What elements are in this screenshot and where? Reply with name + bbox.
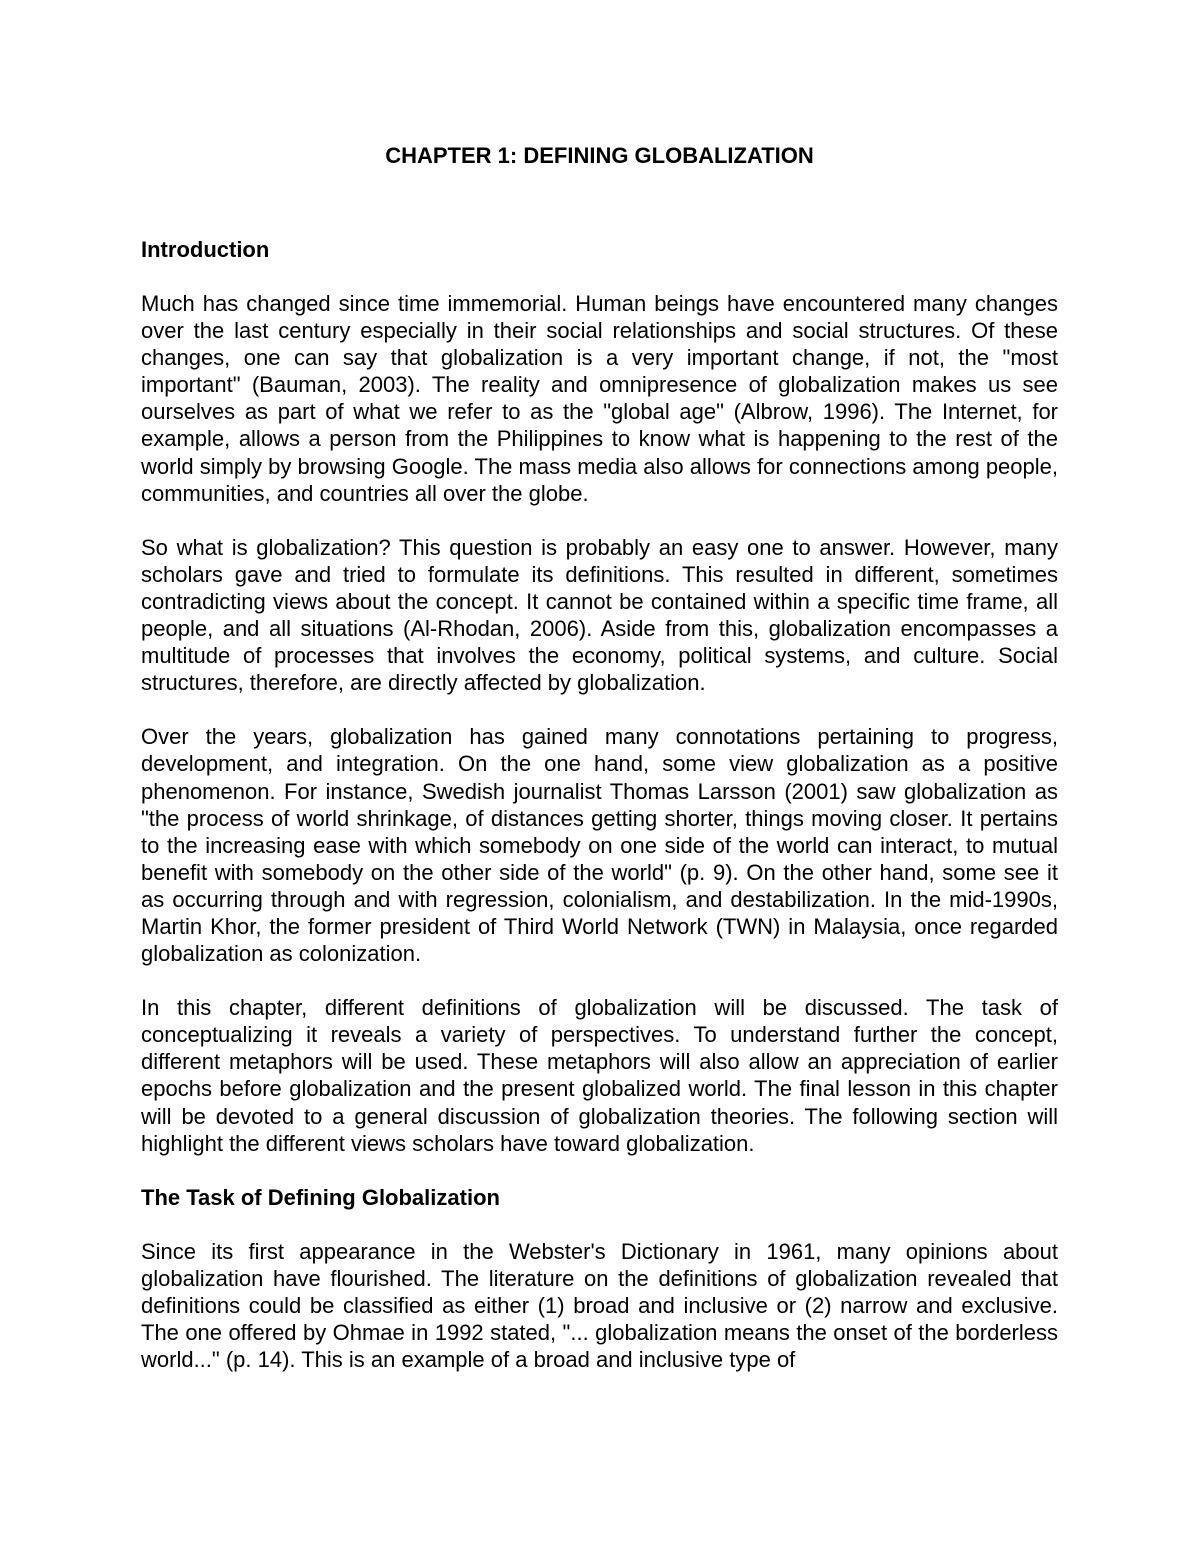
intro-paragraph-1: Much has changed since time immemorial. Human beings have encountered many changes over the last century especially in their social relationships and social structures. Of these changes, one can say that globalization is a very important change, if not, the "most important" (Bauman, 2003). The reality and omnipresence of globalization makes us see ourselves as part of what we refer to as the "global age" (Albrow, 1996). The Internet, for example, allows a person from the Philippines to know what is happening to the rest of the world simply by browsing Google. The mass media also allows for connections among people, communities, and countries all over the globe. <box>141 291 1058 506</box>
introduction-heading: Introduction <box>141 237 270 262</box>
intro-paragraph-4: In this chapter, different definitions of globalization will be discussed. The task of conceptualizing it reveals a variety of perspectives. To understand further the concept, different metaphors will be used. These metaphors will also allow an appreciation of earlier epochs before globalization and the present globalized world. The final lesson in this chapter will be devoted to a general discussion of globalization theories. The following section will highlight the different views scholars have toward globalization. <box>141 995 1058 1156</box>
intro-paragraph-2: So what is globalization? This question is probably an easy one to answer. However, many scholars gave and tried to formulate its definitions. This resulted in different, sometimes contradicting views about the concept. It cannot be contained within a specific time frame, all people, and all situations (Al-Rhodan, 2006). Aside from this, globalization encompasses a multitude of processes that involves the economy, political systems, and culture. Social structures, therefore, are directly affected by globalization. <box>141 534 1058 696</box>
document-page <box>141 142 1058 1373</box>
task-heading: The Task of Defining Globalization <box>141 1184 500 1210</box>
chapter-title: CHAPTER 1: DEFINING GLOBALIZATION <box>385 143 814 168</box>
intro-paragraph-3: Over the years, globalization has gained many connotations pertaining to progress, development, and integration. On the one hand, some view globalization as a positive phenomenon. For instance, Swedish journalist Thomas Larsson (2001) saw globalization as "the process of world shrinkage, of distances getting shorter, things moving closer. It pertains to the increasing ease with which somebody on one side of the world can interact, to mutual benefit with somebody on the other side of the world" (p. 9). On the other hand, some see it as occurring through and with regression, colonialism, and destabilization. In the mid-1990s, Martin Khor, the former president of Third World Network (TWN) in Malaysia, once regarded globalization as colonization. <box>141 724 1058 967</box>
task-paragraph: Since its first appearance in the Webster's Dictionary in 1961, many opinions about globalization have flourished. The literature on the definitions of globalization revealed that definitions could be classified as either (1) broad and inclusive or (2) narrow and exclusive. The one offered by Ohmae in 1992 stated, "... globalization means the onset of the borderless world..." (p. 14). This is an example of a broad and inclusive type of <box>141 1238 1058 1373</box>
